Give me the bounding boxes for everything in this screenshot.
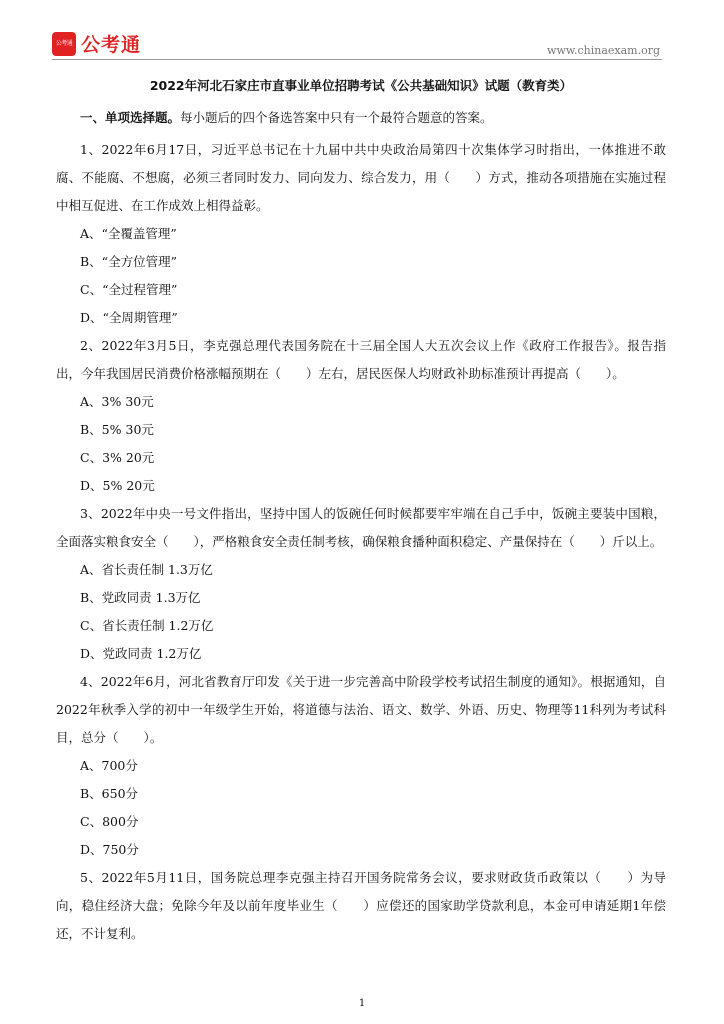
logo-text: 公考通 xyxy=(81,34,142,56)
option-d: D、5% 20元 xyxy=(80,478,155,493)
option-d: D、党政同责 1.2万亿 xyxy=(80,646,202,661)
page-number: 1 xyxy=(358,998,366,1009)
section-heading xyxy=(56,108,666,128)
question-text: 1、2022年6月17日，习近平总书记在十九届中共中央政治局第四十次集体学习时指出，一体推进不敢腐、不能腐、不想腐，必须三者同时发力、同向发力、综合发力，用（ ）方式，推动各项措施在实施过程中相互促进、在工作成效上相得益彰。 xyxy=(56,142,666,213)
option-d: D、“全周期管理” xyxy=(80,310,178,325)
option-a: A、“全覆盖管理” xyxy=(80,226,177,241)
option-c: C、省长责任制 1.2万亿 xyxy=(80,618,214,633)
page-header xyxy=(0,0,724,62)
section-instruction: 每小题后的四个备选答案中只有一个最符合题意的答案。 xyxy=(180,110,493,125)
brand-logo[interactable] xyxy=(52,30,141,57)
question-text: 3、2022年中央一号文件指出，坚持中国人的饭碗任何时候都要牢牢端在自己手中，饭碗主要装中国粮，全面落实粮食安全（ ），严格粮食安全责任制考核，确保粮食播种面积稳定、产量保持在（ ）斤以上。 xyxy=(56,506,666,549)
option-a: A、700分 xyxy=(80,758,138,773)
section-heading-label: 一、单项选择题。 xyxy=(80,110,181,125)
question-text: 4、2022年6月，河北省教育厅印发《关于进一步完善高中阶段学校考试招生制度的通知》。根据通知，自2022年秋季入学的初中一年级学生开始，将道德与法治、语文、数学、外语、历史、物理等11科列为考试科目，总分（ ）。 xyxy=(56,674,666,745)
logo-icon: 公考通 xyxy=(52,32,76,56)
question-5 xyxy=(56,864,666,948)
option-b: B、5% 30元 xyxy=(80,422,154,437)
header-divider xyxy=(52,59,662,60)
option-a: A、省长责任制 1.3万亿 xyxy=(80,562,213,577)
question-4 xyxy=(56,668,666,864)
document-body xyxy=(56,76,666,948)
question-text: 5、2022年5月11日，国务院总理李克强主持召开国务院常务会议，要求财政货币政策以（ ）为导向，稳住经济大盘；免除今年及以前年度毕业生（ ）应偿还的国家助学贷款利息，本金可申请延期1年偿还，不计复利。 xyxy=(56,870,666,941)
option-b: B、“全方位管理” xyxy=(80,254,177,269)
option-c: C、“全过程管理” xyxy=(80,282,178,297)
option-c: C、3% 20元 xyxy=(80,450,155,465)
option-a: A、3% 30元 xyxy=(80,394,154,409)
question-1 xyxy=(56,136,666,332)
option-b: B、650分 xyxy=(80,786,139,801)
site-url[interactable]: www.chinaexam.org xyxy=(547,44,660,57)
option-b: B、党政同责 1.3万亿 xyxy=(80,590,201,605)
question-text: 2、2022年3月5日，李克强总理代表国务院在十三届全国人大五次会议上作《政府工作报告》。报告指出，今年我国居民消费价格涨幅预期在（ ）左右，居民医保人均财政补助标准预计再提高（ ）。 xyxy=(56,338,666,381)
document-title: 2022年河北石家庄市直事业单位招聘考试《公共基础知识》试题（教育类） xyxy=(149,78,573,93)
question-3 xyxy=(56,500,666,668)
option-c: C、800分 xyxy=(80,814,139,829)
option-d: D、750分 xyxy=(80,842,139,857)
question-2 xyxy=(56,332,666,500)
